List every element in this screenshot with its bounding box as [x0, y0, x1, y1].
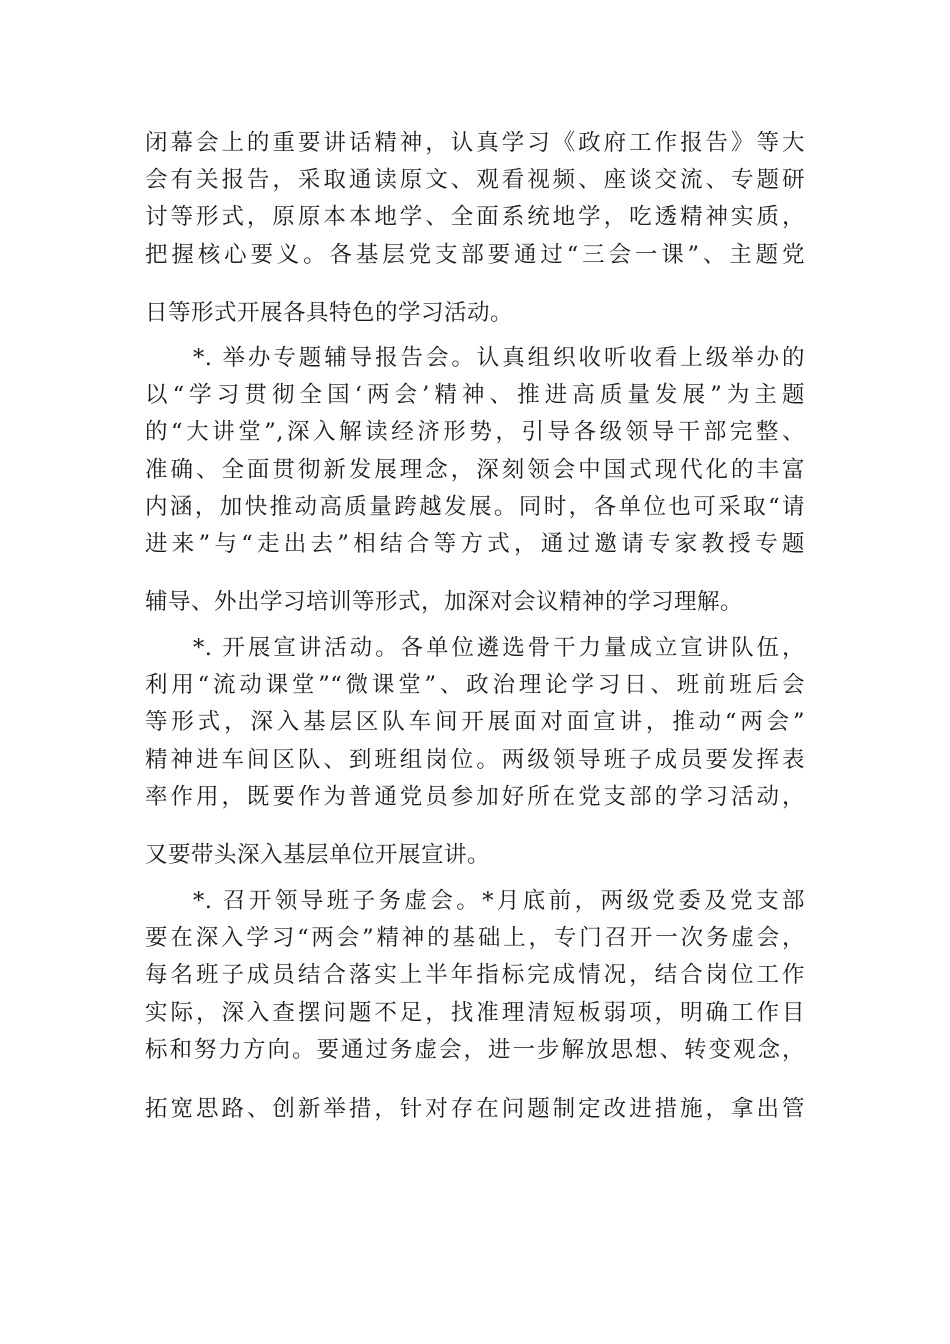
paragraph-3-line-4: 精神进车间区队、到班组岗位。两级领导班子成员要发挥表 [145, 747, 805, 773]
paragraph-3-line-2: 利用“流动课堂”“微课堂”、政治理论学习日、班前班后会 [145, 672, 805, 698]
paragraph-1-line-1: 闭幕会上的重要讲话精神，认真学习《政府工作报告》等大 [145, 130, 805, 156]
paragraph-1-line-4: 把握核心要义。各基层党支部要通过“三会一课”、主题党 [145, 242, 805, 268]
paragraph-3-line-1: *. 开展宣讲活动。各单位遴选骨干力量成立宣讲队伍， [193, 635, 805, 661]
paragraph-2-line-2: 以“学习贯彻全国‘两会’精神、推进高质量发展”为主题 [145, 382, 805, 408]
paragraph-4-line-4: 实际，深入查摆问题不足，找准理清短板弱项，明确工作目 [145, 1000, 805, 1026]
paragraph-4-line-6: 拓宽思路、创新举措，针对存在问题制定改进措施，拿出管 [145, 1096, 805, 1122]
paragraph-2-line-6: 进来”与“走出去”相结合等方式，通过邀请专家教授专题 [145, 531, 805, 557]
paragraph-2-line-7: 辅导、外出学习培训等形式，加深对会议精神的学习理解。 [145, 589, 744, 615]
paragraph-2-line-1: *. 举办专题辅导报告会。认真组织收听收看上级举办的 [193, 345, 805, 371]
paragraph-3-line-3: 等形式，深入基层区队车间开展面对面宣讲，推动“两会” [145, 709, 805, 735]
paragraph-4-line-5: 标和努力方向。要通过务虚会，进一步解放思想、转变观念， [145, 1037, 805, 1063]
paragraph-2-line-3: 的“大讲堂”,深入解读经济形势，引导各级领导干部完整、 [145, 419, 805, 445]
paragraph-3-line-6: 又要带头深入基层单位开展宣讲。 [145, 842, 491, 868]
paragraph-1-line-2: 会有关报告，采取通读原文、观看视频、座谈交流、专题研 [145, 167, 805, 193]
paragraph-4-line-1: *. 召开领导班子务虚会。*月底前，两级党委及党支部 [193, 888, 805, 914]
paragraph-1-line-3: 讨等形式，原原本本地学、全面系统地学，吃透精神实质， [145, 204, 805, 230]
paragraph-2-line-4: 准确、全面贯彻新发展理念，深刻领会中国式现代化的丰富 [145, 457, 805, 483]
paragraph-2-line-5: 内涵，加快推动高质量跨越发展。同时，各单位也可采取“请 [145, 494, 805, 520]
paragraph-4-line-2: 要在深入学习“两会”精神的基础上，专门召开一次务虚会， [145, 925, 805, 951]
paragraph-1-line-5: 日等形式开展各具特色的学习活动。 [145, 300, 514, 326]
paragraph-4-line-3: 每名班子成员结合落实上半年指标完成情况，结合岗位工作 [145, 962, 805, 988]
paragraph-3-line-5: 率作用，既要作为普通党员参加好所在党支部的学习活动， [145, 784, 805, 810]
